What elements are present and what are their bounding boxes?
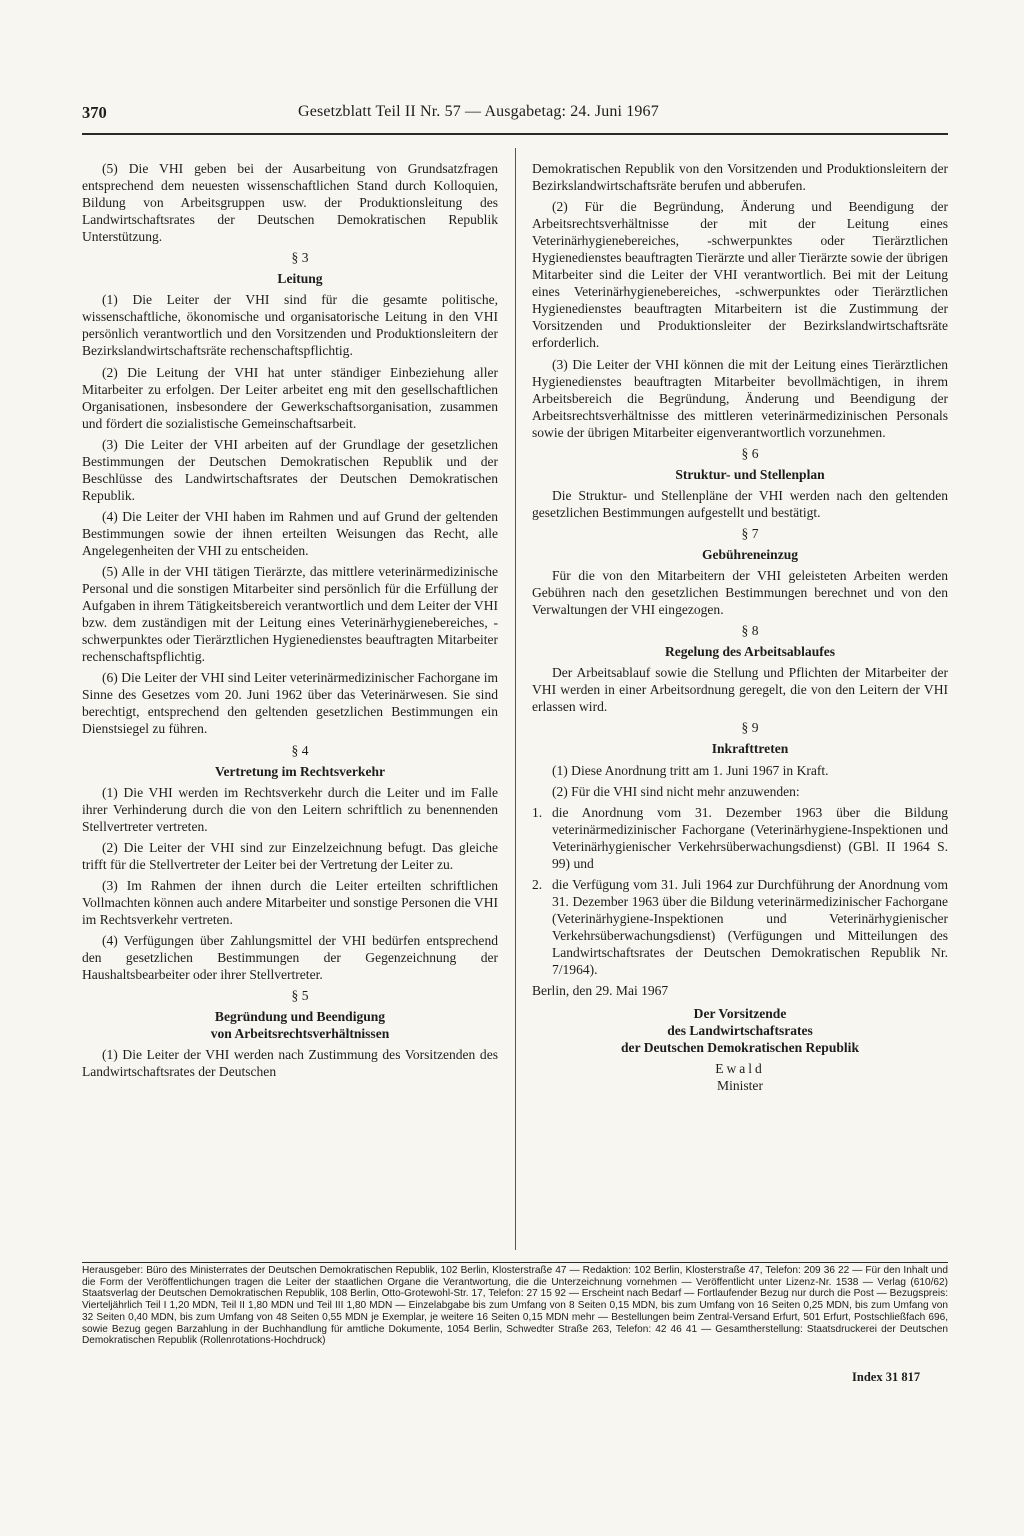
paragraph-s3-4: (4) Die Leiter der VHI haben im Rahmen und auf Grund der geltenden Bestimmungen sowie der ihnen erteilten Weisungen das Recht, alle Angelegenheiten der VHI zu entscheiden. [82, 508, 498, 558]
page-number: 370 [82, 103, 107, 122]
index-code: Index 31 817 [852, 1370, 921, 1384]
paragraph-s5-1-continued: Demokratischen Republik von den Vorsitzenden und Produktionsleitern der Bezirkslandwirtschaftsräte berufen und abberufen. [532, 161, 948, 194]
paragraph-s3-5: (5) Alle in der VHI tätigen Tierärzte, das mittlere veterinärmedizinische Personal und die sonstigen Mitarbeiter sind persönlich für die Erfüllung der Aufgaben in ihrem Tätigkeitsbereich verantwortlich und dem Leiter der VHI bzw. dem zuständigen mit der Leitung eines Veterinärhygienebereiches, -schwerpunktes oder Tierärztlichen Hygienedienstes beauftragten Mitarbeiter rechenschaftspflichtig. [82, 564, 498, 665]
section-title-begruendung-line1: Begründung und Beendigung [214, 1009, 386, 1025]
running-title: Gesetzblatt Teil II Nr. 57 — Ausgabetag: 24. Juni 1967 [298, 103, 659, 120]
section-title-arbeitsablauf: Regelung des Arbeitsablaufes [664, 644, 836, 660]
section-title-gebuehreneinzug: Gebühreneinzug [701, 546, 799, 562]
repealed-regulations-list [532, 804, 948, 978]
page-header [82, 103, 948, 129]
paragraph-s4-3: (3) Im Rahmen der ihnen durch die Leiter erteilten schriftlichen Vollmachten können auch andere Mitarbeiter und sonstige Personen die VHI im Rechtsverkehr vertreten. [82, 877, 498, 927]
paragraph-s5-3: (3) Die Leiter der VHI können die mit der Leitung eines Tierärztlichen Hygienedienstes beauftragten Mitarbeiter bevollmächtigen, in ihrem Arbeitsbereich die Begründung, Änderung und Beendigung der Arbeitsrechtsverhältnisse des mittleren veterinärmedizinischen Personals sowie der übrigen Mitarbeiter eigenverantwortlich vorzunehmen. [532, 356, 948, 440]
paragraph-s2-5: (5) Die VHI geben bei der Ausarbeitung von Grundsatzfragen entsprechend dem neuesten wissenschaftlichen Stand durch Kolloquien, Bildung von Arbeitsgruppen usw. der Produktionsleitung des Landwirtschaftsrates der Deutschen Demokratischen Republik Unterstützung. [82, 161, 498, 245]
list-item-number: 1. [532, 804, 543, 820]
paragraph-s5-1-start: (1) Die Leiter der VHI werden nach Zustimmung des Vorsitzenden des Landwirtschaftsrates der Deutschen [82, 1047, 498, 1080]
paragraph-s9-1: (1) Diese Anordnung tritt am 1. Juni 1967 in Kraft. [552, 762, 829, 778]
section-number-3: § 3 [291, 250, 309, 266]
paragraph-s3-1: (1) Die Leiter der VHI sind für die gesamte politische, wissenschaftliche, ökonomische und organisatorische Leitung in den VHI persönlich verantwortlich und den Vorsitzenden und Produktionsleitern der Bezirkslandwirtschaftsräte rechenschaftspflichtig. [82, 292, 498, 359]
list-item [532, 804, 948, 872]
section-number-6: § 6 [741, 445, 759, 461]
paragraph-s4-1: (1) Die VHI werden im Rechtsverkehr durch die Leiter und im Falle ihrer Verhinderung durch die von den Leitern schriftlich zu benennenden Stellvertreter vertreten. [82, 784, 498, 834]
signoff-line-1: Der Vorsitzende [693, 1006, 787, 1022]
paragraph-s6-1: Die Struktur- und Stellenpläne der VHI werden nach den geltenden gesetzlichen Bestimmungen aufgestellt und bestätigt. [532, 487, 948, 520]
section-number-9: § 9 [741, 720, 759, 736]
section-title-vertretung: Vertretung im Rechtsverkehr [214, 763, 386, 779]
signoff-line-3: der Deutschen Demokratischen Republik [621, 1040, 859, 1056]
signatory-name: Ewald [715, 1061, 765, 1077]
paragraph-s4-4: (4) Verfügungen über Zahlungsmittel der VHI bedürfen entsprechend den gesetzlichen Bestimmungen der Gegenzeichnung der Haushaltsbearbeiter oder ihrer Stellvertreter. [82, 932, 498, 983]
section-title-inkrafttreten: Inkrafttreten [711, 741, 789, 757]
section-title-struktur: Struktur- und Stellenplan [675, 466, 825, 482]
list-item-text: die Anordnung vom 31. Dezember 1963 über die Bildung veterinärmedizinischer Fachorgane (Veterinärhygiene-Inspektionen und Veterinärhygienischer Verkehrsüberwachungsdienst) (GBl. II 1964 S. 99) und [552, 804, 948, 871]
signatory-title: Minister [717, 1078, 763, 1094]
footer-rule [82, 1262, 948, 1263]
right-column [532, 160, 948, 1094]
section-number-8: § 8 [741, 623, 759, 639]
signature-block [532, 1005, 948, 1094]
left-column [82, 160, 498, 1084]
paragraph-s5-2: (2) Für die Begründung, Änderung und Beendigung der Arbeitsrechtsverhältnisse der mit der Leitung eines Veterinärhygienebereiches, -schwerpunktes oder Tierärztlichen Hygienedienstes beauftragten Tierärzte und aller Tierärzte sowie der übrigen Mitarbeiter sind die Leiter der VHI verantwortlich. Bei mit der Leitung eines Veterinärhygienebereiches, -schwerpunktes oder Tierärztlichen Hygienedienstes beauftragten Mitarbeitern ist die Zustimmung der Vorsitzenden und Produktionsleiter der Bezirkslandwirtschaftsräte erforderlich. [532, 199, 948, 351]
column-divider [515, 148, 516, 1250]
paragraph-s3-6: (6) Die Leiter der VHI sind Leiter veterinärmedizinischer Fachorgane im Sinne des Gesetzes vom 20. Juni 1962 über das Veterinärwesen. Sie sind berechtigt, entsprechend den geltenden gesetzlichen Bestimmungen ein Dienstsiegel zu führen. [82, 670, 498, 737]
signoff-line-2: des Landwirtschaftsrates [667, 1023, 813, 1039]
paragraph-s3-2: (2) Die Leitung der VHI hat unter ständiger Einbeziehung aller Mitarbeiter zu erfolgen. Der Leiter arbeitet eng mit den gesellschaftlichen Organisationen, insbesondere der Gewerkschaftsorganisation, zusammen und fördert die sozialistische Gemeinschaftsarbeit. [82, 364, 498, 431]
list-item-number: 2. [532, 876, 543, 892]
paragraph-s4-2: (2) Die Leiter der VHI sind zur Einzelzeichnung befugt. Das gleiche trifft für die Stellvertreter der Leiter bei der Vertretung der Leiter zu. [82, 839, 498, 872]
paragraph-s9-2: (2) Für die VHI sind nicht mehr anzuwenden: [552, 783, 800, 799]
section-number-4: § 4 [291, 742, 309, 758]
paragraph-s7-1: Für die von den Mitarbeitern der VHI geleisteten Arbeiten werden Gebühren nach den gesetzlichen Bestimmungen berechnet und von den Verwaltungen der VHI eingezogen. [532, 568, 948, 618]
section-title-begruendung-line2: von Arbeitsrechtsverhältnissen [210, 1026, 390, 1042]
section-number-5: § 5 [291, 988, 309, 1004]
paragraph-s3-3: (3) Die Leiter der VHI arbeiten auf der Grundlage der gesetzlichen Bestimmungen der Deutschen Demokratischen Republik und der Beschlüsse des Landwirtschaftsrates der Deutschen Demokratischen Republik. [82, 436, 498, 503]
paragraph-s8-1: Der Arbeitsablauf sowie die Stellung und Pflichten der Mitarbeiter der VHI werden in einer Arbeitsordnung geregelt, die von den Leitern der VHI erlassen wird. [532, 665, 948, 715]
header-rule [82, 133, 948, 135]
place-and-date: Berlin, den 29. Mai 1967 [532, 983, 669, 999]
list-item [532, 876, 948, 978]
publisher-imprint: Herausgeber: Büro des Ministerrates der Deutschen Demokratischen Republik, 102 Berlin, Klosterstraße 47 — Redaktion: 102 Berlin, Klosterstraße 47, Telefon: 209 36 22 — Für den Inhalt und die Form der Veröffentlichungen tragen die Leiter der staatlichen Organe die Verantwortung, die die Unterzeichnung vornehmen — Veröffentlicht unter Lizenz-Nr. 1538 — Verlag (610/62) Staatsverlag der Deutschen Demokratischen Republik, 108 Berlin, Otto-Grotewohl-Str. 17, Telefon: 27 15 92 — Erscheint nach Bedarf — Fortlaufender Bezug nur durch die Post — Bezugspreis: Vierteljährlich Teil I 1,20 MDN, Teil II 1,80 MDN und Teil III 1,80 MDN — Einzelabgabe bis zum Umfang von 8 Seiten 0,15 MDN, bis zum Umfang von 16 Seiten 0,25 MDN, bis zum Umfang von 32 Seiten 0,40 MDN, bis zum Umfang von 48 Seiten 0,55 MDN je Exemplar, je weitere 16 Seiten 0,15 MDN mehr — Bestellungen beim Zentral-Versand Erfurt, 501 Erfurt, Postschließfach 696, sowie Bezug gegen Barzahlung in der Buchhandlung für amtliche Dokumente, 1054 Berlin, Schwedter Straße 263, Telefon: 42 46 41 — Gesamtherstellung: Staatsdruckerei der Deutschen Demokratischen Republik (Rollenrotations-Hochdruck) [82, 1265, 948, 1347]
list-item-text: die Verfügung vom 31. Juli 1964 zur Durchführung der Anordnung vom 31. Dezember 1963 über die Bildung veterinärmedizinischer Fachorgane (Veterinärhygiene-Inspektionen und Veterinärhygienischer Verkehrsüberwachungsdienst) (Verfügungen und Mitteilungen des Landwirtschaftsrates der Deutschen Demokratischen Republik Nr. 7/1964). [552, 876, 948, 978]
section-number-7: § 7 [741, 525, 759, 541]
section-title-leitung: Leitung [277, 271, 323, 287]
